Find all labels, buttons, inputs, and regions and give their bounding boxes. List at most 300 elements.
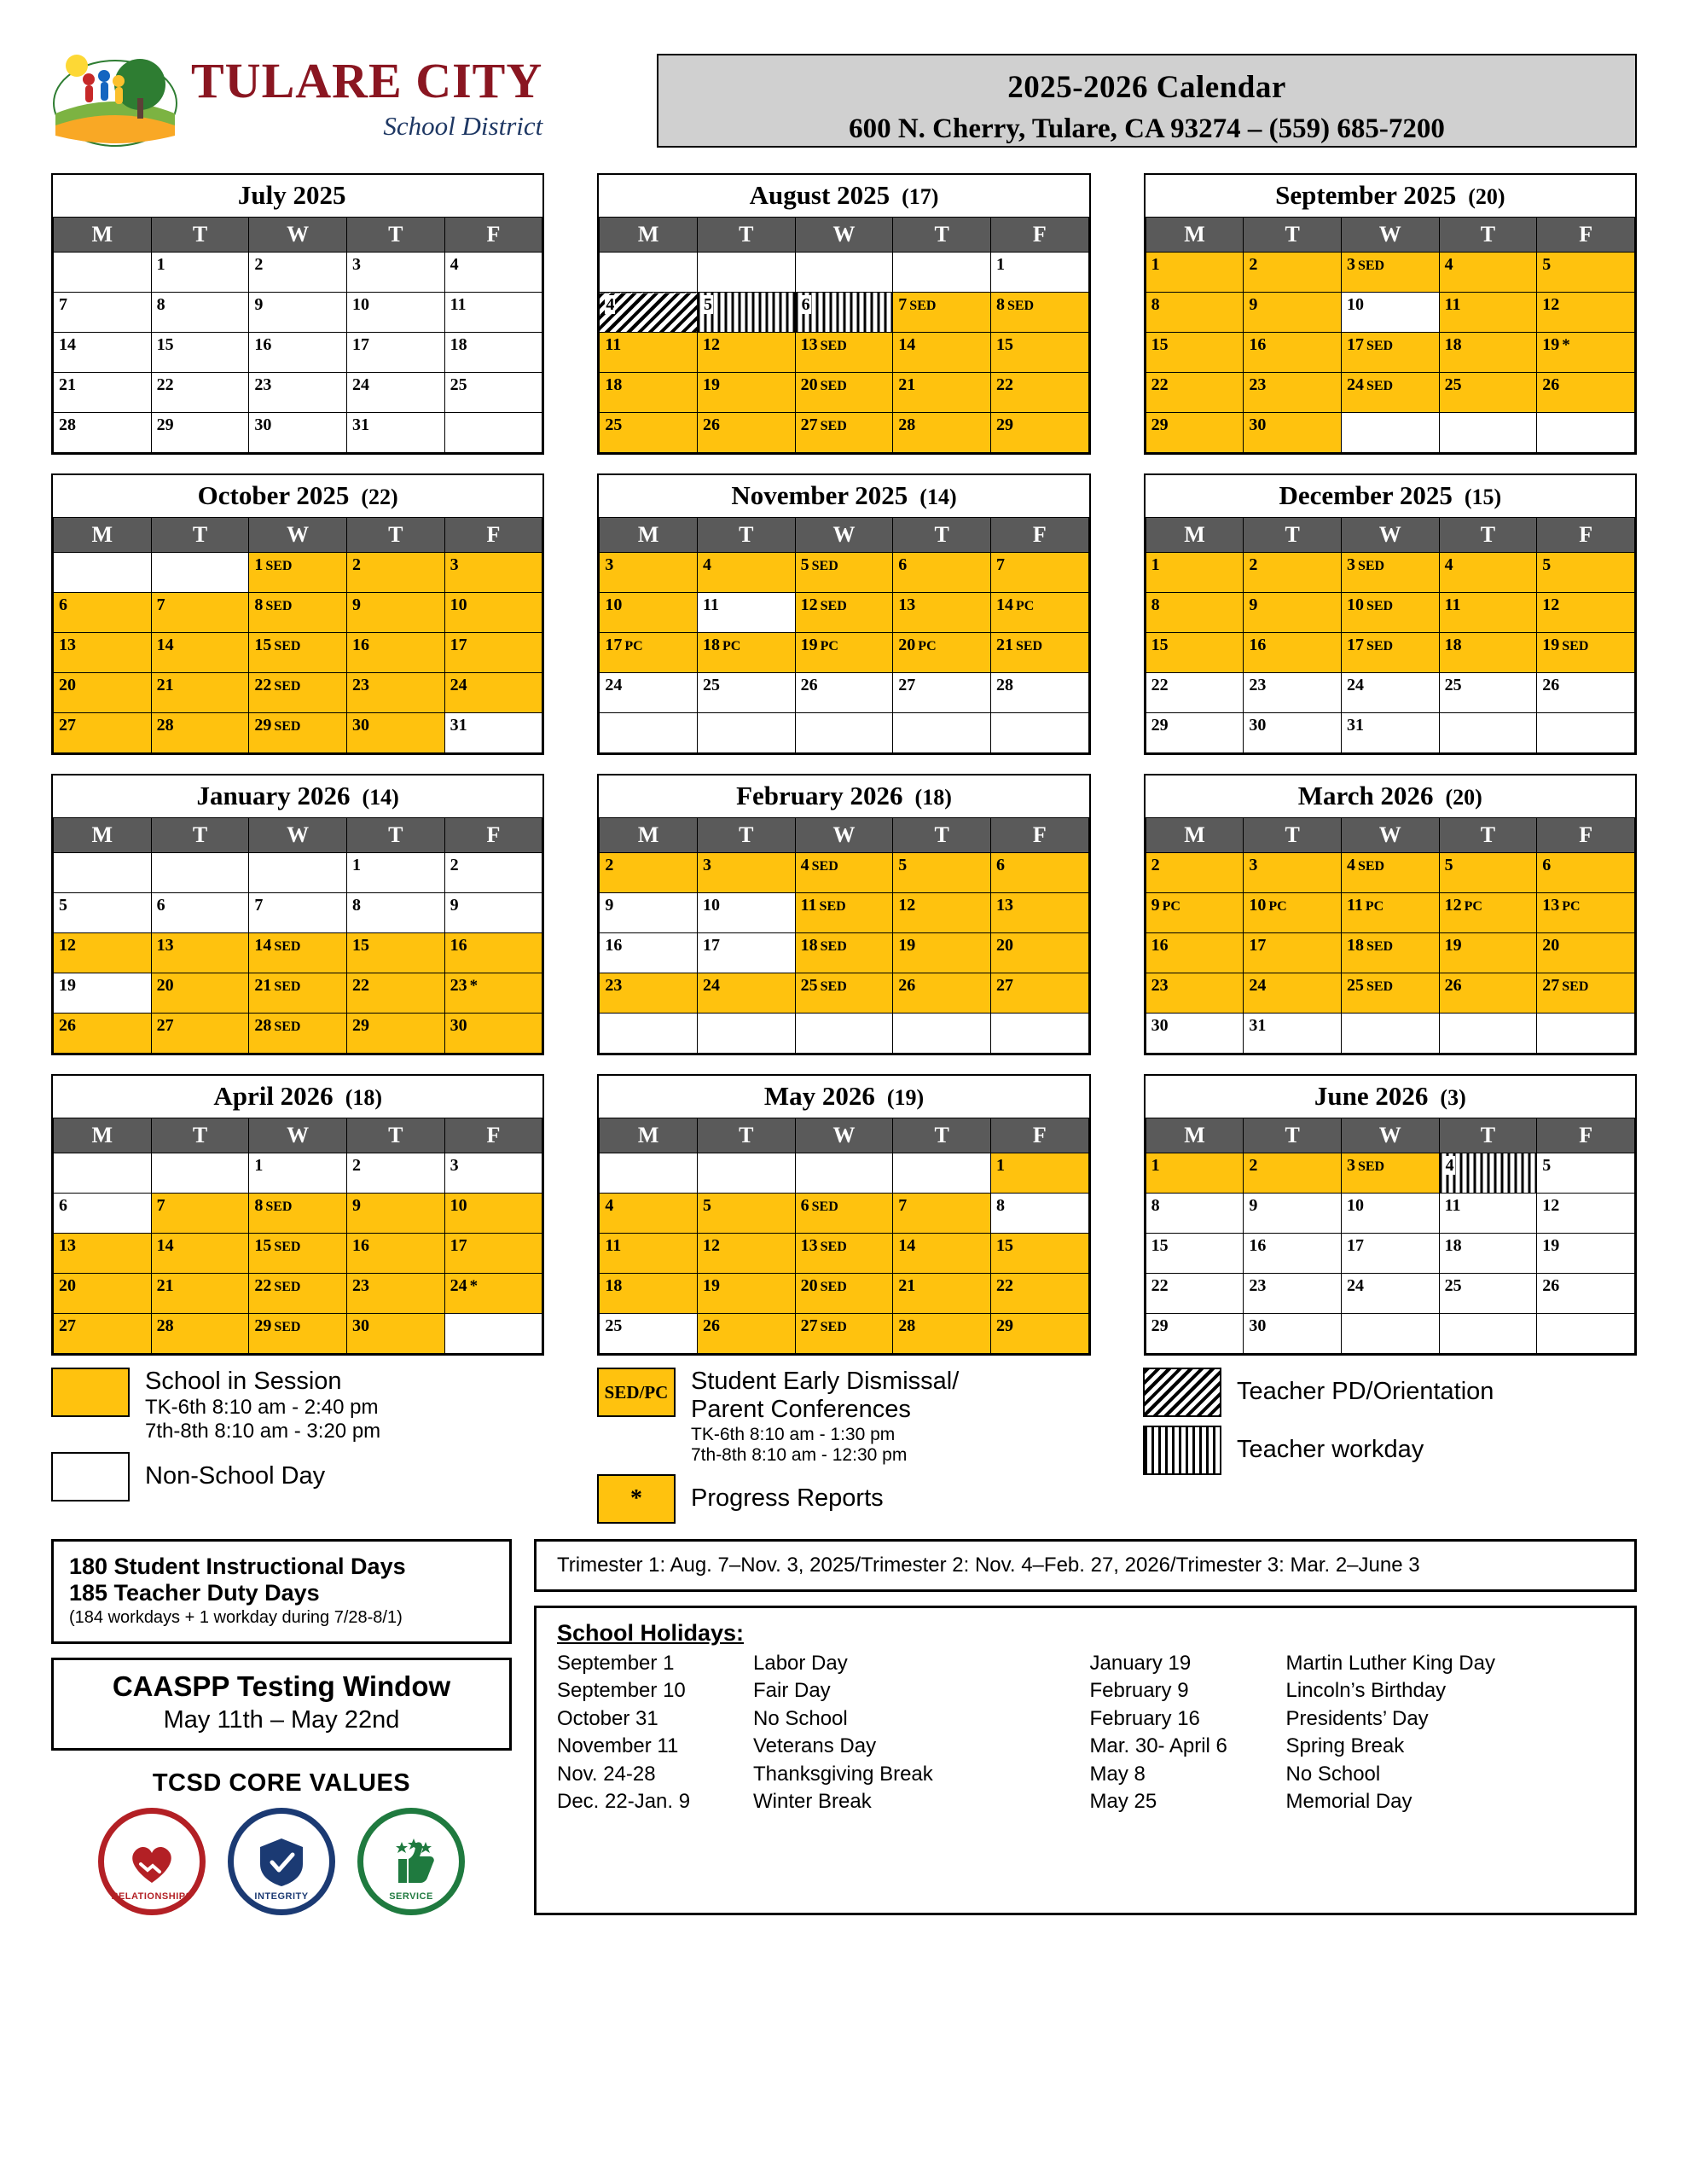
day-cell: [893, 1314, 991, 1354]
day-cell: [151, 553, 249, 593]
day-cell: [151, 1014, 249, 1054]
day-cell: [697, 973, 795, 1014]
day-number: 22: [995, 1276, 1013, 1295]
holiday-row: [1090, 1733, 1615, 1760]
nonschool-swatch: [51, 1452, 130, 1502]
weekday-header: W: [249, 518, 347, 553]
day-number: 8: [1151, 595, 1160, 614]
day-cell: [600, 373, 698, 413]
day-cell: [1439, 973, 1537, 1014]
month-table: [1146, 1118, 1635, 1354]
day-number: 2: [450, 856, 459, 874]
month-table: [1146, 217, 1635, 453]
day-cell: [697, 253, 795, 293]
month-october-2025: [51, 473, 544, 755]
month-name: January 2026: [196, 781, 351, 810]
day-marker: SED: [909, 299, 937, 313]
legend-column-1: [51, 1368, 597, 1524]
weekday-header: M: [54, 818, 152, 853]
month-april-2026: [51, 1074, 544, 1356]
day-number: 27: [156, 1016, 174, 1035]
weekday-header: F: [1537, 518, 1635, 553]
weekday-header: T: [346, 518, 444, 553]
month-february-2026: [597, 774, 1090, 1055]
day-number: 17: [702, 936, 720, 955]
day-cell: [54, 1314, 152, 1354]
day-cell: [1439, 853, 1537, 893]
week-row: [1146, 293, 1634, 333]
day-cell: [893, 373, 991, 413]
month-august-2025: [597, 173, 1090, 455]
week-row: [1146, 1194, 1634, 1234]
day-marker: SED: [265, 1199, 293, 1214]
month-table: [53, 817, 542, 1054]
holiday-name: Presidents’ Day: [1285, 1706, 1429, 1730]
day-cell: [346, 1234, 444, 1274]
day-number: 13: [156, 936, 174, 955]
logo-subtitle: School District: [383, 111, 543, 141]
day-number: 15: [1151, 636, 1169, 654]
day-number: 1: [156, 255, 165, 274]
legend-nonschool-label: Non-School Day: [145, 1461, 326, 1490]
day-cell: [1537, 413, 1635, 453]
week-row: [600, 1153, 1088, 1194]
day-cell: [54, 1014, 152, 1054]
day-number: 27: [898, 676, 916, 694]
day-number: 30: [1151, 1016, 1169, 1035]
day-number: 8: [254, 595, 264, 614]
day-cell: [1537, 633, 1635, 673]
weekday-header: T: [1244, 218, 1342, 253]
day-number: 24: [605, 676, 623, 694]
weekday-header: W: [795, 818, 893, 853]
week-row: [1146, 893, 1634, 933]
day-number: 24: [1346, 375, 1364, 394]
months-grid: [0, 173, 1688, 1356]
day-number: 9: [351, 595, 361, 614]
weekday-header: T: [893, 818, 991, 853]
day-number: 28: [898, 1316, 916, 1335]
day-cell: [54, 713, 152, 753]
legend-sed-title-2: Parent Conferences: [691, 1396, 911, 1424]
day-marker: SED: [1366, 339, 1394, 353]
holiday-name: Martin Luther King Day: [1285, 1651, 1495, 1675]
day-number: 3: [450, 1156, 459, 1175]
day-cell: [795, 973, 893, 1014]
day-cell: [249, 1234, 347, 1274]
day-cell: [151, 673, 249, 713]
day-cell: [1537, 1274, 1635, 1314]
holiday-date: September 10: [557, 1679, 686, 1703]
day-cell: [1146, 1234, 1244, 1274]
day-cell: [54, 373, 152, 413]
day-number: 13: [59, 636, 76, 654]
day-number: 11: [450, 295, 467, 314]
day-marker: SED: [274, 1019, 301, 1034]
legend-non-school-day: [51, 1452, 597, 1502]
month-name: August 2025: [749, 180, 890, 210]
day-number: 10: [702, 896, 720, 915]
month-december-2025: [1144, 473, 1637, 755]
weekday-header: W: [1341, 1118, 1439, 1153]
day-number: 25: [605, 415, 623, 434]
day-marker: SED: [265, 559, 293, 573]
day-cell: [346, 1314, 444, 1354]
day-cell: [1439, 1194, 1537, 1234]
day-number: 12: [1542, 295, 1560, 314]
day-number: 13: [1542, 896, 1560, 915]
week-row: [600, 553, 1088, 593]
day-number: 9: [605, 896, 614, 915]
month-july-2025: [51, 173, 544, 455]
day-cell: [1146, 593, 1244, 633]
holiday-row: [557, 1650, 1082, 1677]
day-number: 13: [800, 335, 818, 354]
day-number: 19: [1542, 636, 1560, 654]
day-cell: [444, 1194, 542, 1234]
day-cell: [795, 1314, 893, 1354]
day-number: 14: [156, 636, 174, 654]
day-number: 18: [450, 335, 467, 354]
logo-title: TULARE CITY: [191, 53, 543, 108]
month-day-count: (20): [1468, 184, 1505, 209]
day-cell: [1537, 1314, 1635, 1354]
weekday-header: F: [444, 1118, 542, 1153]
day-cell: [697, 673, 795, 713]
day-cell: [600, 293, 698, 333]
day-cell: [151, 1234, 249, 1274]
legend-school-hours-2: 7th-8th 8:10 am - 3:20 pm: [145, 1419, 381, 1443]
day-cell: [1244, 1314, 1342, 1354]
legend-sed-hours-1: TK-6th 8:10 am - 1:30 pm: [691, 1424, 896, 1444]
day-marker: SED: [820, 599, 847, 613]
day-number: 6: [898, 555, 908, 574]
day-marker: SED: [274, 979, 301, 994]
day-cell: [795, 1274, 893, 1314]
day-cell: [1439, 1234, 1537, 1274]
day-cell: [795, 633, 893, 673]
day-cell: [893, 853, 991, 893]
day-cell: [1146, 893, 1244, 933]
month-name: April 2026: [213, 1081, 334, 1111]
legend-teacher-pd: [1143, 1368, 1637, 1417]
week-row: [600, 893, 1088, 933]
day-number: 8: [156, 295, 165, 314]
day-cell: [990, 373, 1088, 413]
day-cell: [893, 293, 991, 333]
day-number: 15: [254, 1236, 272, 1255]
day-number: 22: [1151, 676, 1169, 694]
day-cell: [1244, 633, 1342, 673]
week-row: [54, 973, 542, 1014]
day-cell: [697, 1014, 795, 1054]
week-row: [54, 893, 542, 933]
holidays-title: School Holidays:: [557, 1619, 745, 1646]
day-marker: SED: [811, 559, 838, 573]
weekday-header: T: [346, 218, 444, 253]
day-number: 23: [1151, 976, 1169, 995]
day-cell: [1244, 893, 1342, 933]
day-cell: [1341, 1153, 1439, 1194]
day-cell: [1146, 853, 1244, 893]
day-cell: [346, 1194, 444, 1234]
week-row: [600, 1234, 1088, 1274]
day-marker: SED: [811, 1199, 838, 1214]
day-marker: SED: [820, 1320, 847, 1334]
day-cell: [1146, 633, 1244, 673]
day-number: 4: [1445, 1156, 1454, 1175]
day-number: 28: [59, 415, 76, 434]
weekday-header: T: [346, 1118, 444, 1153]
day-number: 12: [702, 1236, 720, 1255]
day-number: 12: [1542, 595, 1560, 614]
day-cell: [893, 1194, 991, 1234]
day-cell: [1244, 373, 1342, 413]
district-logo: [51, 47, 640, 151]
day-cell: [444, 853, 542, 893]
day-number: 10: [450, 1196, 467, 1215]
day-number: 26: [800, 676, 818, 694]
legend-pd-label: Teacher PD/Orientation: [1237, 1378, 1494, 1406]
day-number: 16: [351, 1236, 369, 1255]
day-cell: [795, 333, 893, 373]
day-cell: [1146, 673, 1244, 713]
day-number: 8: [995, 1196, 1005, 1215]
month-title: [599, 475, 1088, 517]
day-number: 10: [450, 595, 467, 614]
day-cell: [600, 1314, 698, 1354]
day-cell: [697, 593, 795, 633]
day-cell: [893, 713, 991, 753]
legend-school-hours-1: TK-6th 8:10 am - 2:40 pm: [145, 1396, 379, 1420]
day-number: 3: [1346, 555, 1355, 574]
day-cell: [1537, 333, 1635, 373]
week-row: [1146, 593, 1634, 633]
day-number: 15: [1151, 1236, 1169, 1255]
day-cell: [444, 593, 542, 633]
week-row: [600, 633, 1088, 673]
weekday-header: T: [697, 518, 795, 553]
day-cell: [54, 673, 152, 713]
day-number: 30: [351, 1316, 369, 1335]
day-cell: [1537, 1014, 1635, 1054]
day-marker: SED: [820, 939, 847, 954]
weekday-header: T: [697, 218, 795, 253]
day-marker: SED: [1562, 979, 1589, 994]
holiday-name: Spring Break: [1285, 1734, 1405, 1758]
day-number: 21: [156, 676, 174, 694]
day-cell: [990, 893, 1088, 933]
day-cell: [249, 853, 347, 893]
student-days: 180 Student Instructional Days: [69, 1553, 406, 1579]
week-row: [600, 853, 1088, 893]
day-number: 24: [351, 375, 369, 394]
day-marker: SED: [1562, 639, 1589, 653]
day-cell: [54, 893, 152, 933]
day-number: 5: [1542, 555, 1552, 574]
month-name: November 2025: [731, 480, 908, 510]
day-cell: [990, 633, 1088, 673]
day-cell: [1341, 973, 1439, 1014]
day-cell: [893, 973, 991, 1014]
day-marker: PC: [1015, 599, 1035, 613]
week-row: [600, 1274, 1088, 1314]
week-row: [1146, 1234, 1634, 1274]
day-number: 4: [1346, 856, 1355, 874]
day-cell: [54, 293, 152, 333]
weekday-header: M: [600, 818, 698, 853]
weekday-header: F: [1537, 1118, 1635, 1153]
month-name: July 2025: [237, 180, 346, 210]
day-number: 7: [898, 295, 908, 314]
day-number: 21: [59, 375, 76, 394]
holiday-row: [1090, 1650, 1615, 1677]
day-number: 11: [800, 896, 817, 915]
day-marker: SED: [274, 1280, 301, 1294]
day-number: 18: [800, 936, 818, 955]
holiday-date: May 8: [1089, 1762, 1146, 1786]
day-cell: [151, 333, 249, 373]
day-cell: [249, 1194, 347, 1234]
day-marker: PC: [820, 639, 838, 653]
day-number: 11: [1444, 295, 1461, 314]
month-title: [53, 475, 542, 517]
day-number: 23: [1249, 676, 1267, 694]
holiday-name: Lincoln’s Birthday: [1285, 1679, 1447, 1703]
day-number: 21: [898, 1276, 916, 1295]
day-number: 3: [450, 555, 459, 574]
day-number: 23: [605, 976, 623, 995]
weekday-header: M: [54, 518, 152, 553]
legend-sed-title: Student Early Dismissal/: [691, 1368, 960, 1395]
week-row: [54, 1014, 542, 1054]
day-number: 16: [1249, 335, 1267, 354]
day-number: 30: [1249, 415, 1267, 434]
month-table: [53, 1118, 542, 1354]
day-cell: [795, 853, 893, 893]
day-number: 8: [351, 896, 361, 915]
day-cell: [1439, 253, 1537, 293]
day-number: 10: [1346, 1196, 1364, 1215]
day-marker: SED: [820, 419, 847, 433]
day-cell: [893, 593, 991, 633]
day-number: 29: [1151, 415, 1169, 434]
week-row: [54, 933, 542, 973]
month-title: [53, 1076, 542, 1118]
week-row: [600, 1314, 1088, 1354]
holiday-row: [557, 1733, 1082, 1760]
day-number: 15: [995, 1236, 1013, 1255]
day-number: 6: [801, 295, 810, 314]
relationships-label: RELATIONSHIPS: [111, 1891, 193, 1902]
day-number: 29: [1151, 716, 1169, 735]
day-cell: [990, 673, 1088, 713]
weekday-header: M: [1146, 218, 1244, 253]
day-number: 7: [156, 1196, 165, 1215]
day-number: 14: [898, 335, 916, 354]
day-cell: [1341, 1314, 1439, 1354]
month-november-2025: [597, 473, 1090, 755]
day-cell: [1537, 1194, 1635, 1234]
holiday-date: Mar. 30- April 6: [1089, 1734, 1227, 1758]
holidays-box: [534, 1606, 1637, 1915]
day-number: 5: [1542, 1156, 1552, 1175]
day-number: 24: [450, 676, 467, 694]
holiday-row: [1090, 1705, 1615, 1733]
holiday-date: November 11: [557, 1734, 679, 1758]
week-row: [1146, 553, 1634, 593]
day-cell: [54, 633, 152, 673]
day-cell: [1537, 553, 1635, 593]
day-cell: [1244, 1014, 1342, 1054]
day-cell: [151, 1314, 249, 1354]
day-number: 27: [995, 976, 1013, 995]
day-number: 10: [605, 595, 623, 614]
day-number: 2: [351, 555, 361, 574]
day-marker: SED: [265, 599, 293, 613]
weekday-header: T: [1244, 1118, 1342, 1153]
day-number: 5: [702, 1196, 711, 1215]
day-cell: [1537, 933, 1635, 973]
day-number: 27: [800, 415, 818, 434]
day-number: 6: [59, 595, 67, 614]
day-cell: [54, 553, 152, 593]
day-cell: [444, 673, 542, 713]
day-number: 20: [59, 1276, 76, 1295]
month-table: [53, 217, 542, 453]
week-row: [54, 633, 542, 673]
sed-swatch: SED/PC: [597, 1368, 676, 1417]
day-number: 18: [1444, 1236, 1462, 1255]
day-marker: SED: [1366, 939, 1394, 954]
day-cell: [249, 933, 347, 973]
day-cell: [795, 1014, 893, 1054]
day-cell: [990, 1314, 1088, 1354]
day-number: 18: [1444, 335, 1462, 354]
day-cell: [54, 1274, 152, 1314]
weekday-header: T: [697, 818, 795, 853]
day-number: 27: [1542, 976, 1560, 995]
day-number: 18: [1444, 636, 1462, 654]
day-cell: [249, 1014, 347, 1054]
day-number: 20: [1542, 936, 1560, 955]
bottom-right-column: [534, 1539, 1637, 1915]
day-number: 18: [605, 1276, 623, 1295]
calendar-title: 2025-2026 Calendar: [1007, 70, 1286, 105]
day-cell: [151, 633, 249, 673]
weekday-header: W: [795, 1118, 893, 1153]
day-number: 10: [1346, 595, 1364, 614]
week-row: [1146, 373, 1634, 413]
day-cell: [346, 713, 444, 753]
day-cell: [1439, 413, 1537, 453]
day-cell: [151, 853, 249, 893]
week-row: [1146, 1314, 1634, 1354]
day-cell: [1341, 673, 1439, 713]
day-number: 17: [351, 335, 369, 354]
day-number: 19: [702, 1276, 720, 1295]
day-number: 20: [800, 1276, 818, 1295]
day-number: 22: [156, 375, 174, 394]
day-number: 15: [156, 335, 174, 354]
day-cell: [893, 1234, 991, 1274]
week-row: [600, 253, 1088, 293]
month-table: [53, 517, 542, 753]
day-marker: PC: [1464, 899, 1482, 914]
day-cell: [893, 553, 991, 593]
month-name: October 2025: [197, 480, 350, 510]
day-cell: [697, 633, 795, 673]
